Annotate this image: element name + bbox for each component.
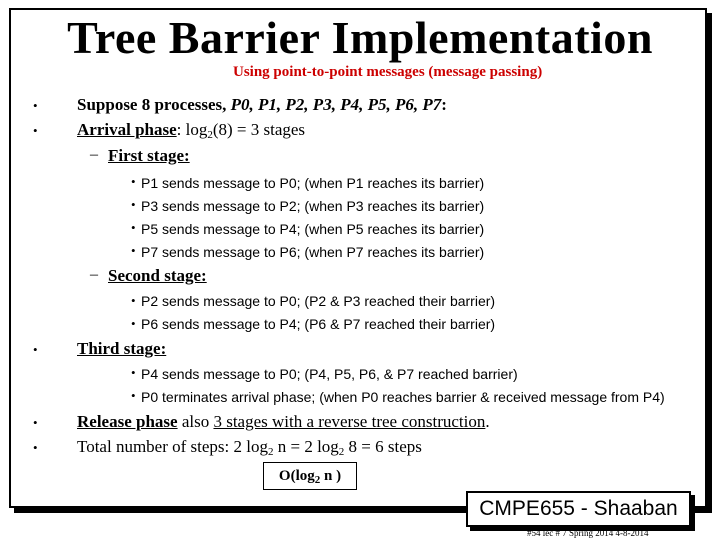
first-stage-label: First stage:: [108, 146, 190, 165]
third-stage-item: P4 sends message to P0; (P4, P5, P6, & P7 reached barrier): [141, 366, 518, 382]
dash-marker: –: [90, 146, 98, 163]
bullet-marker: •: [33, 342, 38, 357]
course-logo: CMPE655 - Shaaban: [466, 491, 691, 527]
bullet-marker: •: [131, 388, 136, 403]
dash-marker: –: [90, 266, 98, 283]
log-base: 2: [207, 129, 213, 141]
total-steps-mid: n = 2 log: [273, 437, 339, 456]
processes-colon: :: [441, 95, 447, 114]
bullet-marker: •: [33, 123, 38, 138]
slide-footer: #54 lec # 7 Spring 2014 4-8-2014: [527, 528, 649, 538]
log-base: 2: [338, 446, 345, 458]
release-phase-label: Release phase: [77, 412, 178, 431]
second-stage-label: Second stage:: [108, 266, 207, 285]
complexity-text: O(log: [278, 468, 315, 484]
bullet-marker: •: [33, 440, 38, 455]
bullet-marker: •: [131, 220, 136, 235]
bullet-marker: •: [131, 174, 136, 189]
total-steps-text: Total number of steps: 2 log: [77, 437, 268, 456]
complexity-end: n ): [320, 468, 342, 484]
arrival-phase-stages: (8) = 3 stages: [212, 120, 306, 139]
log-base: 2: [314, 474, 321, 486]
first-stage-item: P1 sends message to P0; (when P1 reaches its barrier): [141, 175, 485, 191]
second-stage-item: P2 sends message to P0; (P2 & P3 reached their barrier): [141, 293, 496, 309]
release-phase-line: [77, 412, 490, 432]
bullet-marker: •: [131, 316, 136, 331]
arrival-phase-log: : log: [176, 120, 208, 139]
bullet-marker: •: [33, 98, 38, 113]
third-stage-label: Third stage:: [77, 339, 167, 358]
processes-text: Suppose 8 processes,: [77, 95, 231, 114]
processes-list: P0, P1, P2, P3, P4, P5, P6, P7: [230, 95, 442, 114]
arrival-phase-line: [77, 120, 305, 140]
arrival-phase-label: Arrival phase: [77, 120, 177, 139]
complexity-box: [263, 462, 357, 490]
total-steps-line: [77, 437, 422, 457]
release-phase-also: also: [177, 412, 214, 431]
first-stage-item: P5 sends message to P4; (when P5 reaches its barrier): [141, 221, 485, 237]
bullet-marker: •: [131, 293, 136, 308]
bullet-marker: •: [33, 415, 38, 430]
total-steps-result: 8 = 6 steps: [344, 437, 422, 456]
processes-line: [77, 95, 447, 115]
slide-title: Tree Barrier Implementation: [67, 12, 653, 63]
log-base: 2: [267, 446, 274, 458]
release-phase-detail: 3 stages with a reverse tree construction: [213, 412, 486, 431]
bullet-marker: •: [131, 243, 136, 258]
third-stage-item: P0 terminates arrival phase; (when P0 reaches barrier & received message from P4): [141, 389, 665, 405]
release-phase-period: .: [485, 412, 490, 431]
first-stage-item: P3 sends message to P2; (when P3 reaches its barrier): [141, 198, 485, 214]
second-stage-item: P6 sends message to P4; (P6 & P7 reached their barrier): [141, 316, 496, 332]
first-stage-item: P7 sends message to P6; (when P7 reaches its barrier): [141, 244, 485, 260]
bullet-marker: •: [131, 365, 136, 380]
slide-subtitle: Using point-to-point messages (message passing): [233, 64, 543, 80]
bullet-marker: •: [131, 197, 136, 212]
